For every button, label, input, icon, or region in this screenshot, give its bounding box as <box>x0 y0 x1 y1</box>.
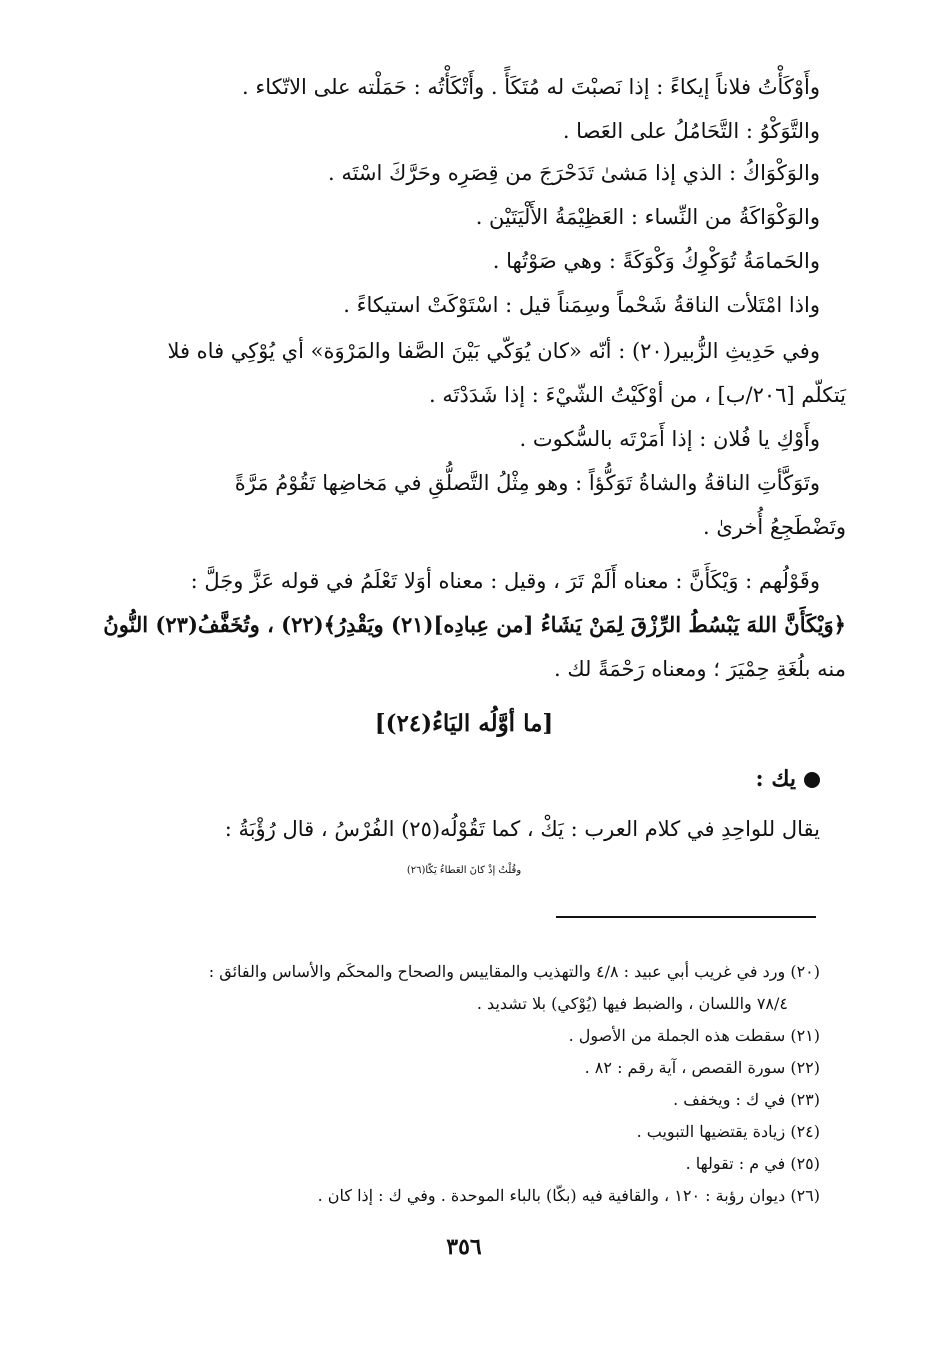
body-line: والوَكْوَاكَةُ من النِّساء : العَظِيْمَةُ الأَلْيَتَيْن . <box>475 205 820 229</box>
verse-line: وقُلْتُ إذْ كانَ العَطاءُ يَكّا(٢٦) <box>406 865 522 876</box>
body-line: وقَوْلُهم : وَيْكَأَنَّ : معناه أَلَمْ تَرَ ، وقيل : معناه أوَلا تَعْلَمُ في قوله عَزَّ وجَلَّ : <box>190 569 820 593</box>
page-number: ٣٥٦ <box>446 1234 482 1260</box>
body-line: والحَمامَةُ تُوَكْوِكُ وَكْوَكَةً : وهي صَوْتُها . <box>492 249 820 273</box>
body-line: وأَوْكِ يا فُلان : إذا أَمَرْتَه بالسُّكوت . <box>519 427 820 451</box>
footnote: (٢٠) ورد في غريب أبي عبيد : ٤/٨ والتهذيب والمقاييس والصحاح والمحكَم والأساس والفائق : <box>208 962 820 981</box>
body-line: وتَوَكَّأتِ الناقةُ والشاةُ تَوَكُّؤاً : وهو مِثْلُ التَّصلُّقِ في مَخاضِها تَقُوْمُ مَرَّةً <box>234 471 820 495</box>
footnote: (٢١) سقطت هذه الجملة من الأصول . <box>568 1026 820 1045</box>
footnote: (٢٦) ديوان رؤبة : ١٢٠ ، والقافية فيه (بكّا) بالباء الموحدة . وفي ك : إذا كان . <box>317 1186 820 1205</box>
body-line: والتَّوَكْوُ : التَّحَامُلُ على العَصا . <box>562 119 820 143</box>
body-line: والوَكْوَاكُ : الذي إذا مَشىٰ تَدَحْرَجَ من قِصَرِه وحَرَّكَ اسْتَه . <box>327 161 820 185</box>
body-line: واذا امْتَلأت الناقةُ شَحْماً وسِمَناً قيل : اسْتَوْكَتْ استيكاءً . <box>343 293 820 317</box>
body-line: وأَوْكَأْتُ فلاناً إيكاءً : إذا نَصبْتَ له مُتَكَأً . وأَتْكَأْتُه : حَمَلْته على الاتّكاء . <box>242 75 820 99</box>
body-line: وفي حَدِيثِ الزُّبير(٢٠) : أنّه «كان يُوَكّي بَيْنَ الصَّفا والمَرْوَة» أي يُوْكِي فاه فلا <box>167 339 820 363</box>
entry-head-row <box>756 764 820 794</box>
bullet-icon <box>804 772 820 788</box>
footnote-rule <box>556 916 816 918</box>
footnote: (٢٢) سورة القصص ، آية رقم : ٨٢ . <box>584 1058 820 1077</box>
footnote: ٧٨/٤ واللسان ، والضبط فيها (يُوْكي) بلا تشديد . <box>476 994 788 1013</box>
body-line: منه بلُغَةِ حِمْيَرَ ؛ ومعناه رَحْمَةً لك . <box>553 657 846 681</box>
section-heading: [ما أوَّلُه اليَاءُ(٢٤)] <box>374 710 554 737</box>
entry-head: يك : <box>755 766 796 792</box>
quran-verse-line: ﴿وَيْكَأَنَّ اللهَ يَبْسُطُ الرِّزْقَ لِمَنْ يَشَاءُ [من عِبادِه](٢١) ويَقْدِرُ﴾(٢٢) ، وتُخَفَّفُ(٢٣) النُّونُ <box>103 612 846 637</box>
footnote: (٢٤) زيادة يقتضيها التبويب . <box>636 1122 820 1141</box>
entry-line: يقال للواحِدِ في كلام العرب : يَكْ ، كما تَقُوْلُه(٢٥) الفُرْسُ ، قال رُؤْبَةُ : <box>224 817 820 841</box>
footnote: (٢٥) في م : تقولها . <box>685 1154 820 1173</box>
body-line: وتَضْطَجِعُ أُخرىٰ . <box>702 515 846 539</box>
body-line: يَتكلّم [٢٠٦/ب] ، من أوْكَيْتُ الشّيْءَ : إذا شَدَدْتَه . <box>429 383 846 407</box>
footnote: (٢٣) في ك : ويخفف . <box>673 1090 820 1109</box>
